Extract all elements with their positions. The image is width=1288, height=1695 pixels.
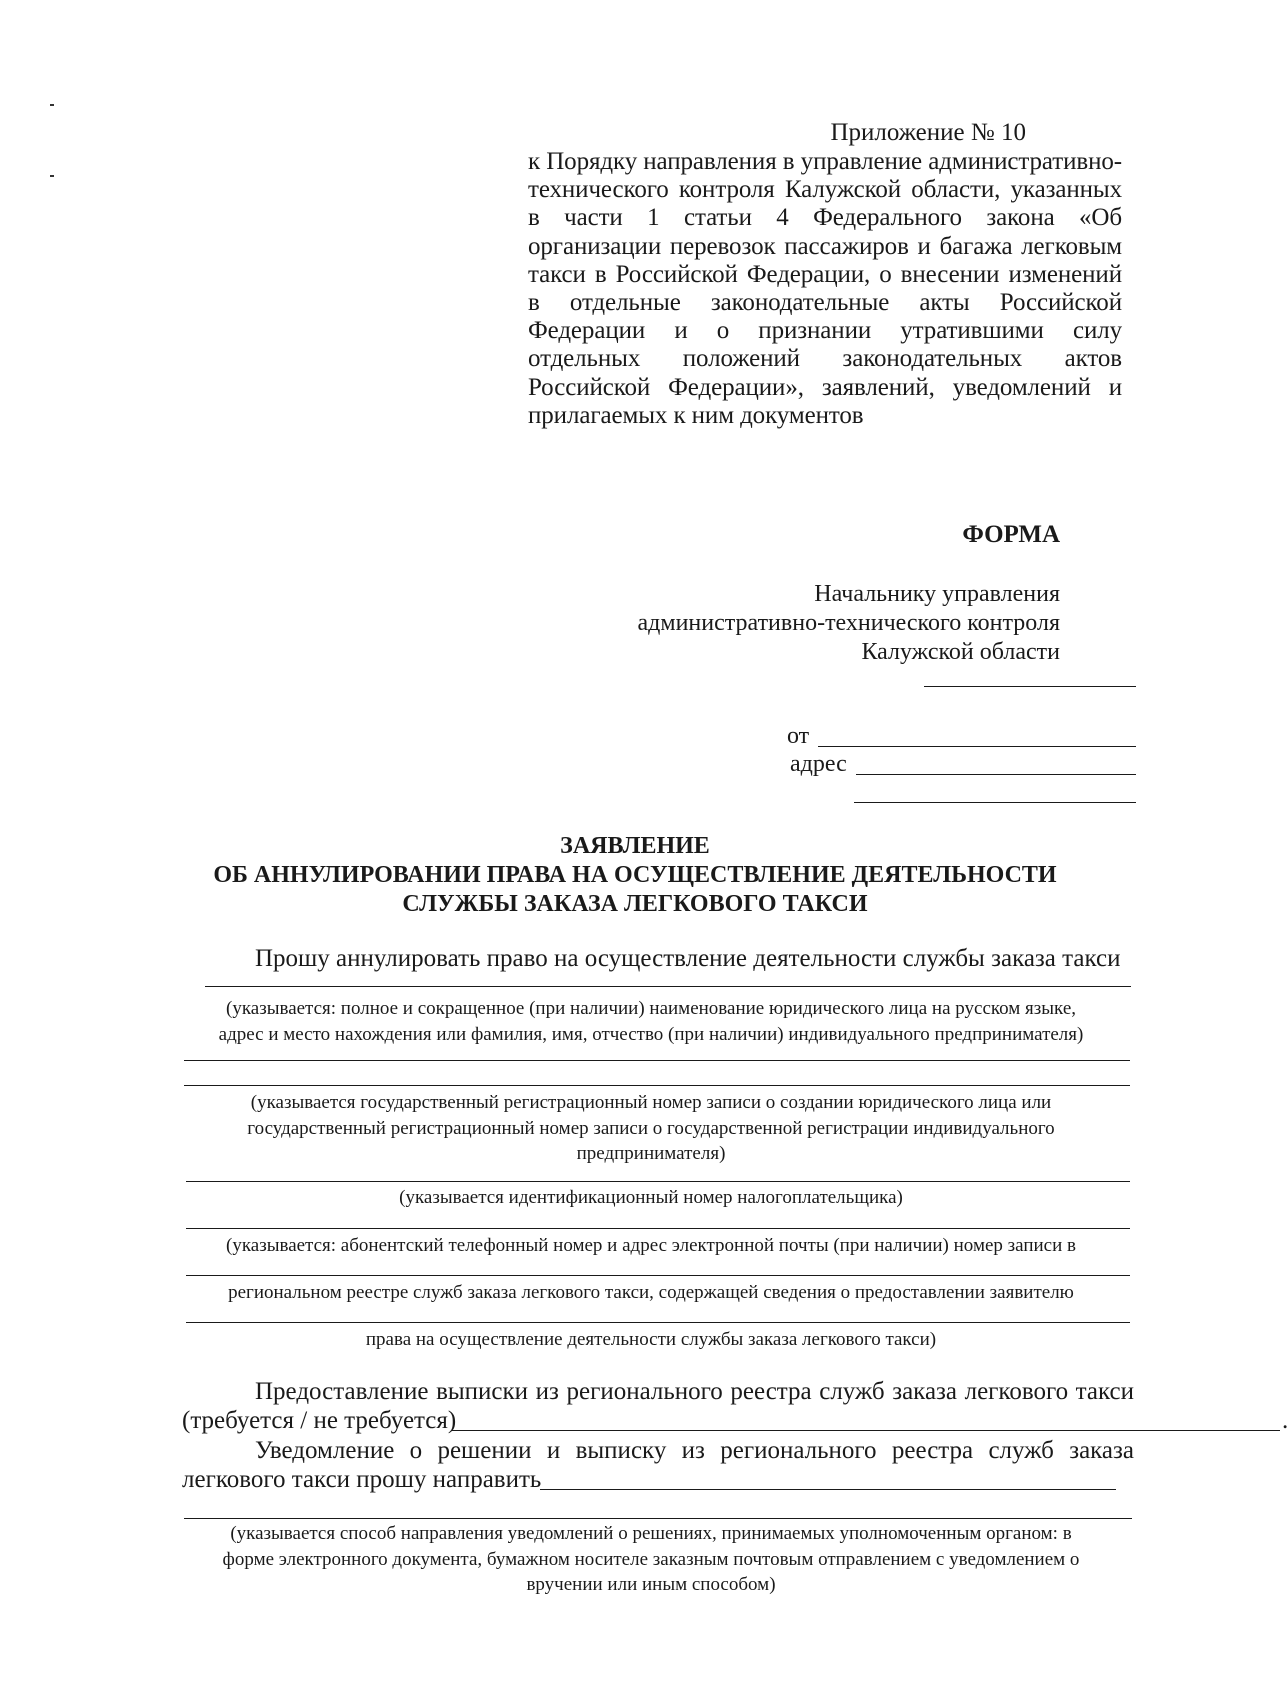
request-text: Прошу аннулировать право на осуществление деятельности службы заказа такси	[255, 945, 1121, 972]
note-line: (указывается способ направления уведомлений о решениях, принимаемых уполномоченным органом: в	[230, 1523, 1072, 1544]
inn-field[interactable]	[186, 1181, 1130, 1182]
notification-label: легкового такси прошу направить	[182, 1466, 542, 1493]
extract-text	[182, 1377, 1288, 1435]
addressee-line-2: административно-технического контроля	[637, 610, 1060, 636]
note-registration-number	[170, 1090, 1132, 1167]
registration-number-field[interactable]	[184, 1085, 1130, 1086]
form-label: ФОРМА	[962, 521, 1060, 548]
title-line-2: ОБ АННУЛИРОВАНИИ ПРАВА НА ОСУЩЕСТВЛЕНИЕ ДЕЯТЕЛЬНОСТИ	[213, 862, 1057, 888]
notification-line-1: Уведомление о решении и выписку из регионального реестра служб заказа	[255, 1437, 1134, 1464]
extract-period: .	[1282, 1407, 1288, 1434]
addressee-name-field[interactable]	[924, 686, 1136, 687]
scan-speck	[50, 104, 54, 106]
note-inn: (указывается идентификационный номер налогоплательщика)	[399, 1187, 903, 1208]
contact-field[interactable]	[186, 1228, 1130, 1229]
note-line: адрес и место нахождения или фамилия, имя, отчество (при наличии) индивидуального предпринимателя)	[218, 1023, 1084, 1045]
extract-line-2	[182, 1406, 1288, 1435]
registry-record-field-2[interactable]	[186, 1322, 1130, 1323]
notification-text	[182, 1436, 1134, 1494]
applicant-name-field[interactable]	[205, 986, 1131, 987]
note-line: государственный регистрационный номер записи о государственной регистрации индивидуального	[247, 1117, 1055, 1139]
note-line: форме электронного документа, бумажном носителе заказным почтовым отправлением с уведомлением о	[222, 1548, 1080, 1570]
notification-method-field[interactable]	[540, 1489, 1116, 1490]
title-line-3: СЛУЖБЫ ЗАКАЗА ЛЕГКОВОГО ТАКСИ	[402, 891, 868, 917]
note-line: предпринимателя)	[576, 1143, 726, 1164]
extract-line-1: Предоставление выписки из регионального реестра служб заказа легкового такси	[255, 1378, 1134, 1405]
addressee-line-3: Калужской области	[861, 639, 1060, 665]
address-label: адрес	[790, 751, 847, 777]
note-line: (указывается государственный регистрационный номер записи о создании юридического лица или	[250, 1092, 1052, 1113]
note-contact: (указывается: абонентский телефонный номер и адрес электронной почты (при наличии) номер записи в	[226, 1235, 1076, 1256]
address-field-2[interactable]	[854, 802, 1136, 803]
registry-record-field[interactable]	[186, 1275, 1130, 1276]
title-line-1: ЗАЯВЛЕНИЕ	[560, 833, 710, 859]
from-field[interactable]	[818, 746, 1136, 747]
note-notification-method	[170, 1521, 1132, 1598]
addressee-line-1: Начальнику управления	[814, 581, 1060, 607]
note-right: права на осуществление деятельности службы заказа легкового такси)	[365, 1329, 937, 1350]
applicant-name-field-2[interactable]	[184, 1060, 1130, 1061]
appendix-number: Приложение № 10	[830, 119, 1026, 146]
from-label: от	[787, 723, 810, 749]
note-applicant-name	[170, 996, 1132, 1047]
scan-speck	[50, 175, 54, 177]
extract-choice-field[interactable]	[452, 1430, 1280, 1431]
appendix-text: к Порядку направления в управление административно-технического контроля Калужской области, указанных в части 1 статьи 4 Федерального закона «Об организации перевозок пассажиров и багажа легковым такси в Российской Федерации, о внесении изменений в отдельные законодательные акты Российской Федерации и о признании утратившими силу отдельных положений законодательных актов Российской Федерации», заявлений, уведомлений и прилагаемых к ним документов	[528, 148, 1122, 429]
extract-option-label: (требуется / не требуется)	[182, 1407, 457, 1434]
document-title	[200, 832, 1070, 919]
address-field[interactable]	[856, 774, 1136, 775]
addressee-block	[500, 580, 1060, 667]
notification-method-field-2[interactable]	[184, 1518, 1132, 1519]
note-line: (указывается: полное и сокращенное (при наличии) наименование юридического лица на русском языке,	[226, 998, 1076, 1019]
notification-line-2	[182, 1465, 1134, 1494]
note-line: вручении или иным способом)	[526, 1574, 776, 1595]
note-registry: региональном реестре служб заказа легкового такси, содержащей сведения о предоставлении заявителю	[228, 1282, 1074, 1303]
